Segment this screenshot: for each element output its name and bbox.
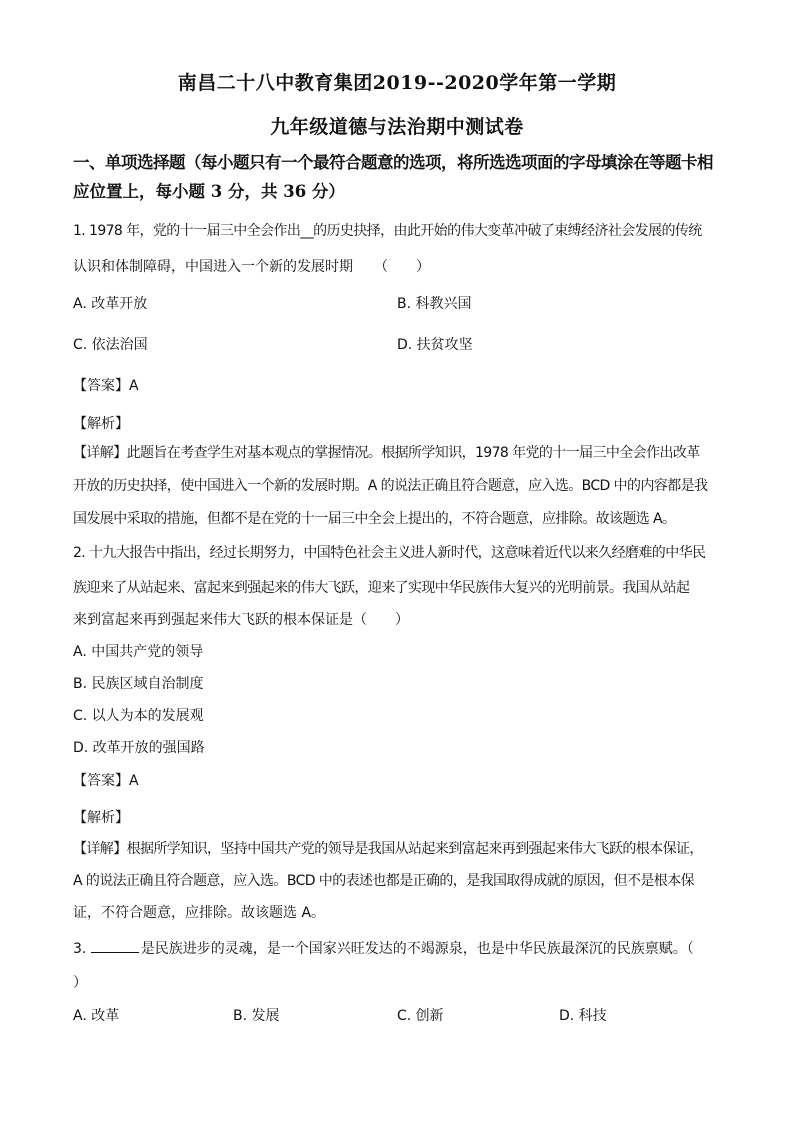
q3-stem-line2: ） [73, 975, 87, 991]
q2-detail-line2: A 的说法正确且符合题意，应入选。BCD 中的表述也都是正确的，是我国取得成就的原因，但不是根本保 [73, 873, 694, 889]
q2-option-c: C. 以人为本的发展观 [73, 708, 204, 724]
q3-option-d: D. 科技 [559, 1008, 607, 1024]
q2-stem-line1: 2. 十九大报告中指出，经过长期努力，中国特色社会主义进人新时代，这意味着近代以来久经磨难的中华民 [73, 545, 706, 561]
q1-detail-line3: 国发展中采取的措施，但都不是在党的十一届三中全会上提出的，不符合题意，应排除。故该题选 A。 [73, 511, 676, 527]
exam-title-line2: 九年级道德与法治期中测试卷 [270, 116, 524, 138]
q1-answer: 【答案】A [73, 378, 139, 394]
q2-answer: 【答案】A [73, 773, 139, 789]
q2-detail-line3: 证，不符合题意，应排除。故该题选 A。 [73, 905, 326, 921]
q3-stem-line1 [73, 938, 723, 958]
q1-detail-line1: 【详解】此题旨在考查学生对基本观点的掌握情况。根据所学知识，1978 年党的十一届三中全会作出改革 [73, 445, 700, 461]
q2-stem-line3: 来到富起来再到强起来伟大飞跃的根本保证是（ ） [73, 612, 409, 628]
q1-option-c: C. 依法治国 [73, 337, 148, 353]
q3-number: 3. [73, 941, 87, 957]
section-heading-line1: 一、单项选择题（每小题只有一个最符合题意的选项，将所选选项面的字母填涂在等题卡相 [73, 153, 713, 172]
q1-stem-line1: 1. 1978 年，党的十一届三中全会作出__的历史抉择，由此开始的伟大变革冲破了束缚经济社会发展的传统 [73, 223, 702, 239]
q3-option-b: B. 发展 [233, 1008, 280, 1024]
exam-title-line1: 南昌二十八中教育集团2019--2020学年第一学期 [177, 72, 617, 94]
q3-stem-text: 是民族进步的灵魂，是一个国家兴旺发达的不竭源泉，也是中华民族最深沉的民族禀赋。（ [140, 941, 694, 957]
q2-detail-line1: 【详解】根据所学知识，坚持中国共产党的领导是我国从站起来到富起来再到强起来伟大飞跃的根本保证， [73, 841, 703, 857]
q2-analysis-label: 【解析】 [73, 810, 129, 826]
q2-option-b: B. 民族区域自治制度 [73, 676, 204, 692]
q3-answer-blank [91, 938, 139, 953]
q2-option-a: A. 中国共产党的领导 [73, 644, 204, 660]
q2-stem-line2: 族迎来了从站起来、富起来到强起来的伟大飞跃，迎来了实现中华民族伟大复兴的光明前景。我国从站起 [73, 580, 690, 596]
section-heading-line2: 应位置上，每小题 3 分，共 36 分） [73, 182, 345, 201]
q1-option-b: B. 科教兴国 [397, 296, 472, 312]
section-heading [73, 148, 723, 206]
q1-stem-line2: 认识和体制障碍，中国进入一个新的发展时期 （ ） [73, 259, 430, 275]
q1-option-d: D. 扶贫攻坚 [397, 337, 473, 353]
q2-option-d: D. 改革开放的强国路 [73, 740, 205, 756]
q1-option-a: A. 改革开放 [73, 296, 148, 312]
q3-option-a: A. 改革 [73, 1008, 120, 1024]
q1-detail-line2: 开放的历史抉择，使中国进入一个新的发展时期。A 的说法正确且符合题意，应入选。BCD 中的内容都是我 [73, 478, 708, 494]
q1-analysis-label: 【解析】 [73, 416, 129, 432]
q3-option-c: C. 创新 [397, 1008, 444, 1024]
